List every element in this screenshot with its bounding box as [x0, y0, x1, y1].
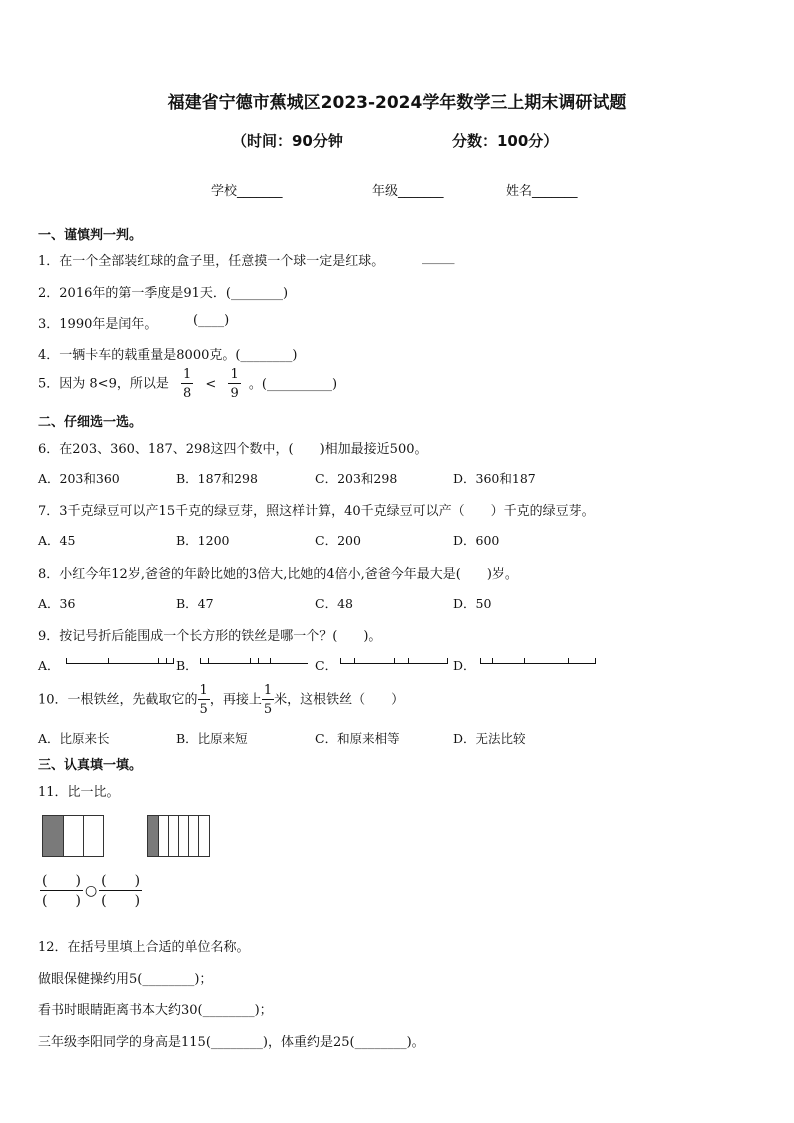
fraction-bar-thirds: [42, 815, 104, 857]
option-10b[interactable]: B．比原来短: [176, 731, 248, 746]
fraction-one-fifth-a: $\frac{1}{5}$: [199, 683, 208, 717]
answer-blank-3[interactable]: (____): [193, 313, 230, 328]
option-8b[interactable]: B．47: [176, 596, 214, 611]
compare-fractions-row: [40, 874, 142, 908]
exam-time: （时间：90分钟: [232, 132, 343, 150]
option-9b[interactable]: B．: [176, 658, 198, 673]
question-5: [38, 368, 337, 400]
option-8a[interactable]: A．36: [38, 596, 76, 611]
compare-circle[interactable]: ○: [84, 883, 98, 899]
section-heading-2: 二、仔细选一选。: [38, 415, 143, 430]
fraction-bar-sixths: [147, 815, 210, 857]
option-6b[interactable]: B．187和298: [176, 471, 258, 486]
question-10-text-b: ，再接上: [209, 692, 262, 708]
question-10-text-a: 10．一根铁丝，先截取它的: [38, 692, 198, 708]
question-11: 11．比一比。: [38, 785, 120, 800]
blank-fraction-right[interactable]: $\frac{( )}{( )}$: [101, 873, 141, 909]
option-7a[interactable]: A．45: [38, 533, 76, 548]
question-8: 8．小红今年12岁,爸爸的年龄比她的3倍大,比她的4倍小,爸爸今年最大是( )岁。: [38, 567, 518, 582]
option-6a[interactable]: A．203和360: [38, 471, 120, 486]
name-field[interactable]: 姓名_______: [506, 184, 578, 199]
page-title: 福建省宁德市蕉城区2023-2024学年数学三上期末调研试题: [167, 93, 627, 113]
question-2: 2．2016年的第一季度是91天．(________): [38, 286, 289, 301]
option-6d[interactable]: D．360和187: [453, 471, 536, 486]
section-heading-1: 一、谨慎判一判。: [38, 228, 143, 243]
option-8c[interactable]: C．48: [315, 596, 353, 611]
option-9a[interactable]: A．: [38, 658, 60, 673]
question-10: [38, 684, 404, 716]
fraction-one-eighth: $\frac{1}{8}$: [182, 367, 192, 401]
question-12: 12．在括号里填上合适的单位名称。: [38, 940, 250, 955]
fraction-one-ninth: $\frac{1}{9}$: [230, 367, 239, 401]
question-4: 4．一辆卡车的载重量是8000克。(________): [38, 348, 298, 363]
fraction-one-fifth-b: $\frac{1}{5}$: [263, 683, 273, 717]
school-field[interactable]: 学校_______: [211, 184, 283, 199]
exam-score: 分数：100分）: [452, 132, 559, 150]
option-8d[interactable]: D．50: [453, 596, 492, 611]
answer-blank-1[interactable]: _____: [422, 250, 455, 265]
wire-option-b: [200, 657, 308, 664]
less-than-sign: <: [205, 376, 217, 392]
wire-option-a: [66, 657, 174, 664]
question-3: 3．1990年是闰年。: [38, 317, 158, 332]
option-7b[interactable]: B．1200: [176, 533, 230, 548]
question-1: 1．在一个全部装红球的盒子里，任意摸一个球一定是红球。: [38, 254, 385, 269]
question-7: 7．3千克绿豆可以产15千克的绿豆芽，照这样计算，40千克绿豆可以产（ ）千克的绿豆芽。: [38, 504, 595, 519]
question-12-line-2[interactable]: 看书时眼睛距离书本大约30(________)；: [38, 1003, 273, 1018]
wire-option-d: [480, 657, 596, 664]
option-10a[interactable]: A．比原来长: [38, 731, 110, 746]
option-10c[interactable]: C．和原来相等: [315, 731, 400, 746]
option-7c[interactable]: C．200: [315, 533, 361, 548]
grade-field[interactable]: 年级_______: [372, 184, 444, 199]
wire-option-c: [340, 657, 448, 664]
option-6c[interactable]: C．203和298: [315, 471, 398, 486]
question-12-line-1[interactable]: 做眼保健操约用5(________)；: [38, 972, 213, 987]
question-9: 9．按记号折后能围成一个长方形的铁丝是哪一个？( )。: [38, 629, 382, 644]
option-10d[interactable]: D．无法比较: [453, 731, 526, 746]
question-12-line-3[interactable]: 三年级李阳同学的身高是115(________)，体重约是25(________)。: [38, 1035, 425, 1050]
question-6: 6．在203、360、187、298这四个数中，( )相加最接近500。: [38, 442, 428, 457]
option-9c[interactable]: C．: [315, 658, 338, 673]
blank-fraction-left[interactable]: $\frac{( )}{( )}$: [42, 873, 81, 909]
answer-blank-5[interactable]: 。(__________): [248, 376, 338, 392]
option-9d[interactable]: D．: [453, 658, 476, 673]
question-5-text: 5．因为 8<9，所以是: [38, 376, 169, 392]
question-10-text-c: 米，这根铁丝（ ）: [274, 692, 405, 708]
section-heading-3: 三、认真填一填。: [38, 758, 143, 773]
option-7d[interactable]: D．600: [453, 533, 500, 548]
